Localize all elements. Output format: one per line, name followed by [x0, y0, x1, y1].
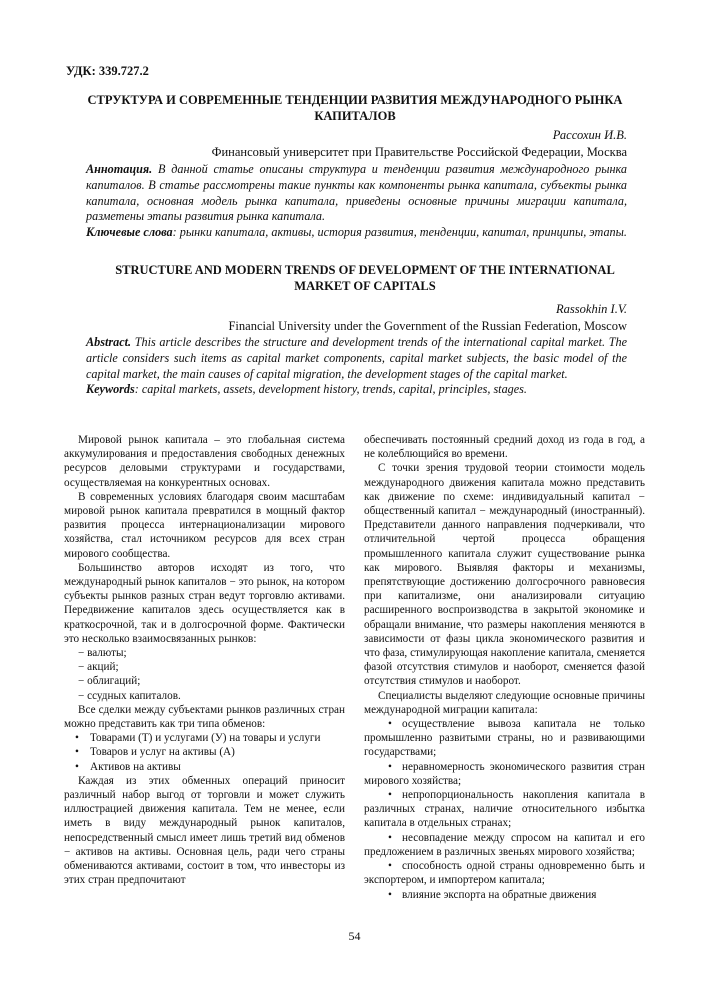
bullet-text: влияние экспорта на обратные движения [402, 888, 597, 901]
list-item: − облигаций; [78, 675, 141, 688]
keywords-text-russian: : рынки капитала, активы, история развития, тенденции, капитал, принципы, этапы. [172, 225, 627, 240]
bullet-text: Товаров и услуг на активы (А) [90, 746, 235, 759]
annotation-russian [86, 162, 627, 241]
bullet-item [364, 788, 645, 831]
bullet-icon: • [75, 760, 79, 773]
list-item: − акций; [78, 661, 119, 674]
bullet-item [364, 717, 645, 760]
annotation-text: В данной статье описаны структура и тенденции развития международного рынка капиталов. В статье рассмотрены такие пункты как компоненты рынка капитала, субъекты рынка капитала, основная модель рынка капитала, приведены основные причины миграции капитала, разметены этапы развития рынка капитала. [86, 162, 627, 224]
bullet-item [364, 831, 645, 859]
paragraph: Мировой рынок капитала – это глобальная система аккумулирования и предоставления свободных денежных ресурсов деловыми структурами и государствами, осуществляемая на конкурентных основах. [64, 434, 345, 489]
right-column [364, 433, 645, 902]
bullet-item [64, 731, 345, 745]
page-number: 54 [348, 929, 361, 943]
paragraph: Специалисты выделяют следующие основные причины международной миграции капитала: [364, 689, 645, 716]
bullet-text: непропорциональность накопления капитала в различных странах, наличие относительного избытка капитала в отдельных странах; [364, 789, 645, 830]
bullet-text: неравномерность экономического развития стран мирового хозяйства; [364, 760, 645, 787]
bullet-item [64, 745, 345, 759]
keywords-label-english: Keywords [86, 382, 135, 397]
affiliation-english: Financial University under the Government of the Russian Federation, Moscow [228, 319, 627, 333]
bullet-icon: • [388, 718, 392, 731]
abstract-text: This article describes the structure and development trends of the international capital market. The article considers such items as capital market components, capital market subjects, the basic model of the capital market, the main causes of capital migration, the development stages of the capital market. [86, 335, 627, 381]
bullet-text: осуществление вывоза капитала не только промышленно развитыми страны, но и развивающими государствами; [364, 718, 645, 759]
bullet-item [364, 760, 645, 788]
paragraph: Каждая из этих обменных операций приносит различный набор выгод от торговли и может служить иллюстрацией движения капитала. Тем не менее, если иметь в виду международный рынок капиталов, непосредственный смысл имеет лишь третий вид обменов − активов на активы. Основная цель, ради чего страны обмениваются активами, состоит в том, что инвесторы из этих стран предпочитают [64, 774, 345, 887]
list-item: − валюты; [78, 647, 127, 660]
paragraph: С точки зрения трудовой теории стоимости модель международного движения капитала можно представить как движение по схеме: индивидуальный капитал − общественный капитал − международный (иностранный). Представители данного направления подчеркивали, что отличительной чертой процесса обращения промышленного капитала служит существование рынка как мирового. Выявляя факторы и механизмы, препятствующие достижению долгосрочного равновесия при капитализме, они анализировали ситуацию расширенного воспроизводства в закрытой экономике и обращали внимание, что размеры накопления меняются в зависимости от фазы цикла экономического развития и что фаза, стимулирующая накопление капитала, сменяется фазой отсутствия стимулов и наоборот, сменяется фазой отсутствия стимулов и наоборот. [364, 462, 645, 688]
bullet-text: несовпадение между спросом на капитал и его предложением в различных звеньях мирового хозяйства; [364, 831, 645, 858]
bullet-item [364, 859, 645, 887]
paragraph: Большинство авторов исходят из того, что международный рынок капиталов − это рынок, на котором субъекты рынков разных стран ведут торговлю активами. Передвижение капиталов здесь осуществляется как в краткосрочной, так и в долгосрочной форме. Фактически это несколько взаимосвязанных рынков: [64, 561, 345, 645]
affiliation-russian: Финансовый университет при Правительстве Российской Федерации, Москва [211, 145, 627, 159]
bullet-icon: • [388, 789, 392, 802]
bullet-icon: • [388, 888, 392, 901]
abstract-english [86, 335, 627, 398]
keywords-text-english: : capital markets, assets, development history, trends, capital, principles, stages. [134, 382, 527, 397]
bullet-item [364, 888, 645, 902]
author-russian: Рассохин И.В. [552, 128, 627, 142]
abstract-label: Abstract. [86, 335, 132, 349]
annotation-label: Аннотация. [86, 162, 153, 176]
author-english: Rassokhin I.V. [556, 302, 627, 316]
bullet-icon: • [388, 760, 392, 773]
paragraph: Все сделки между субъектами рынков различных стран можно представить как три типа обменов: [64, 703, 345, 731]
paragraph: В современных условиях благодаря своим масштабам мировой рынок капитала превратился в мощный фактор развития процесса интернационализации мирового хозяйства, стал источником ресурсов для всех стран мирового сообщества. [64, 490, 345, 560]
paragraph: обеспечивать постоянный средний доход из года в год, а не колеблющийся во времени. [364, 434, 645, 461]
keywords-label-russian: Ключевые слова [86, 225, 173, 240]
bullet-text: Товарами (Т) и услугами (У) на товары и услуги [90, 732, 321, 745]
bullet-text: способность одной страны одновременно быть и экспортером, и импортером капитала; [364, 860, 645, 887]
bullet-icon: • [75, 732, 79, 745]
bullet-item [64, 760, 345, 774]
udk-code: УДК: 339.727.2 [66, 64, 149, 78]
title-russian: СТРУКТУРА И СОВРЕМЕННЫЕ ТЕНДЕНЦИИ РАЗВИТИЯ МЕЖДУНАРОДНОГО РЫНКА КАПИТАЛОВ [87, 93, 623, 123]
title-english: STRUCTURE AND MODERN TRENDS OF DEVELOPMENT OF THE INTERNATIONAL MARKET OF CAPITALS [115, 263, 615, 293]
bullet-icon: • [388, 860, 392, 873]
bullet-text: Активов на активы [90, 760, 181, 773]
left-column [64, 433, 345, 888]
list-item: − ссудных капиталов. [78, 689, 181, 702]
bullet-icon: • [75, 746, 79, 759]
bullet-icon: • [388, 831, 392, 844]
